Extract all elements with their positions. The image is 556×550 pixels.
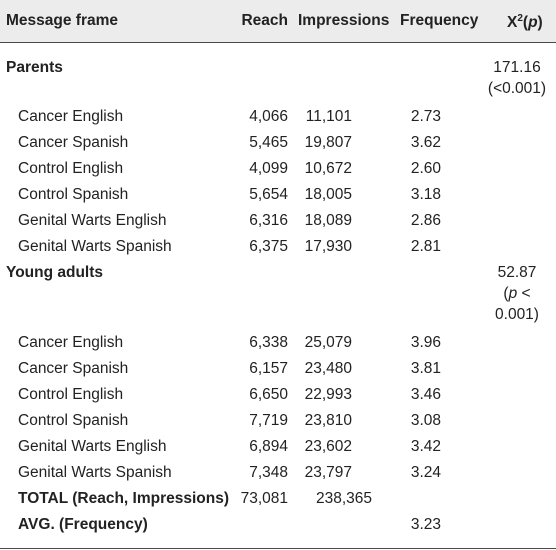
total-impressions: 238,365 bbox=[316, 490, 373, 507]
row-reach: 5,465 bbox=[249, 134, 288, 151]
avg-frequency: 3.23 bbox=[410, 516, 441, 533]
row-frequency: 3.18 bbox=[410, 186, 441, 203]
chi-superscript: 2 bbox=[517, 13, 523, 24]
row-reach: 7,348 bbox=[249, 464, 288, 481]
row-frequency: 3.08 bbox=[410, 412, 441, 429]
row-label: Cancer Spanish bbox=[18, 134, 129, 151]
row-impressions: 23,797 bbox=[304, 464, 352, 481]
row-frequency: 3.46 bbox=[410, 386, 441, 403]
row-frequency: 3.62 bbox=[410, 134, 441, 151]
row-reach: 6,375 bbox=[249, 238, 288, 255]
row-impressions: 11,101 bbox=[305, 108, 352, 125]
chi-value-parents bbox=[478, 57, 556, 99]
row-impressions: 23,602 bbox=[304, 438, 352, 455]
row-frequency: 3.42 bbox=[410, 438, 441, 455]
header-frequency: Frequency bbox=[400, 12, 479, 29]
row-impressions: 18,005 bbox=[304, 186, 352, 203]
row-frequency: 3.24 bbox=[410, 464, 441, 481]
row-impressions: 18,089 bbox=[304, 212, 352, 229]
row-label: Genital Warts English bbox=[18, 438, 167, 455]
row-frequency: 2.60 bbox=[410, 160, 441, 177]
row-impressions: 25,079 bbox=[304, 334, 352, 351]
row-label: Control Spanish bbox=[18, 412, 129, 429]
total-label: TOTAL (Reach, Impressions) bbox=[18, 490, 230, 507]
row-frequency: 3.81 bbox=[410, 360, 441, 377]
row-frequency: 2.81 bbox=[410, 238, 441, 255]
row-reach: 4,066 bbox=[249, 108, 288, 125]
row-frequency: 2.86 bbox=[410, 212, 441, 229]
row-frequency: 3.96 bbox=[410, 334, 441, 351]
header-impressions: Impressions bbox=[298, 12, 390, 29]
row-impressions: 19,807 bbox=[304, 134, 352, 151]
row-label: Control English bbox=[18, 386, 124, 403]
row-label: Genital Warts English bbox=[18, 212, 167, 229]
row-label: Cancer English bbox=[18, 334, 124, 351]
row-reach: 4,099 bbox=[249, 160, 288, 177]
chi-value-parents-p: (<0.001) bbox=[487, 80, 547, 97]
chi-value-young-adults bbox=[478, 262, 556, 325]
row-label: Cancer English bbox=[18, 108, 124, 125]
row-reach: 6,338 bbox=[249, 334, 288, 351]
row-reach: 7,719 bbox=[249, 412, 288, 429]
row-reach: 6,157 bbox=[249, 360, 288, 377]
row-reach: 6,650 bbox=[249, 386, 288, 403]
row-impressions: 22,993 bbox=[304, 386, 352, 403]
table-bottom-rule bbox=[0, 548, 556, 549]
row-reach: 5,654 bbox=[249, 186, 288, 203]
row-impressions: 23,810 bbox=[304, 412, 352, 429]
row-impressions: 23,480 bbox=[304, 360, 352, 377]
row-label: Control English bbox=[18, 160, 124, 177]
row-impressions: 10,672 bbox=[304, 160, 352, 177]
row-label: Genital Warts Spanish bbox=[18, 238, 172, 255]
chi-value-parents-stat: 171.16 bbox=[493, 59, 541, 76]
row-label: Genital Warts Spanish bbox=[18, 464, 172, 481]
header-chi-square bbox=[507, 10, 543, 32]
header-reach: Reach bbox=[241, 12, 288, 29]
header-bottom-rule bbox=[0, 42, 556, 43]
total-reach: 73,081 bbox=[240, 490, 288, 507]
chi-value-young-adults-p: (p < bbox=[503, 285, 531, 302]
chi-value-young-adults-p-cont: 0.001) bbox=[495, 306, 539, 323]
row-impressions: 17,930 bbox=[304, 238, 352, 255]
header-message-frame: Message frame bbox=[6, 12, 119, 29]
row-frequency: 2.73 bbox=[410, 108, 441, 125]
chi-symbol: X bbox=[507, 14, 518, 32]
avg-label: AVG. (Frequency) bbox=[18, 516, 148, 533]
row-label: Control Spanish bbox=[18, 186, 129, 203]
row-label: Cancer Spanish bbox=[18, 360, 129, 377]
row-reach: 6,316 bbox=[249, 212, 288, 229]
group-heading-young-adults: Young adults bbox=[6, 264, 104, 281]
chi-value-young-adults-stat: 52.87 bbox=[497, 264, 537, 281]
chi-p: (p) bbox=[522, 14, 543, 32]
group-heading-parents: Parents bbox=[6, 59, 63, 76]
row-reach: 6,894 bbox=[249, 438, 288, 455]
